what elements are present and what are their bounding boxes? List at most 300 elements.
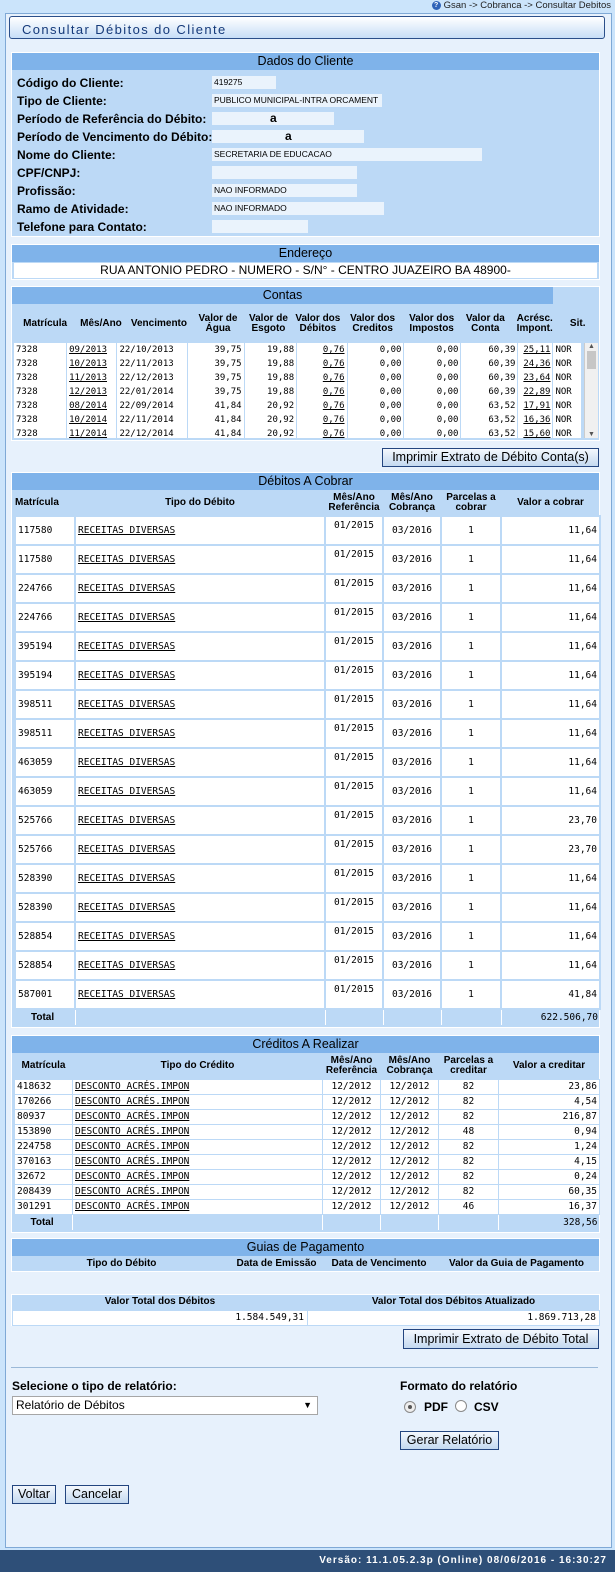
table-row (15, 1199, 600, 1214)
creditos-title: Créditos A Realizar (12, 1036, 599, 1053)
debitos-cell: 1 (441, 748, 501, 777)
label-nome: Nome do Cliente: (17, 148, 116, 162)
debitos-cell: 528390 (15, 893, 75, 922)
debitos-title: Débitos A Cobrar (12, 473, 599, 490)
total-atualizado-value: 1.869.713,28 (308, 1310, 600, 1325)
contas-cell: 39,75 (187, 385, 244, 399)
creditos-cell: 12/2012 (381, 1109, 439, 1124)
contas-cell: 0,00 (347, 385, 404, 399)
creditos-cell: 224758 (15, 1139, 73, 1154)
contas-cell[interactable]: 0,76 (297, 427, 347, 438)
contas-cell: 60,39 (461, 371, 518, 385)
contas-scroll-area[interactable] (14, 343, 598, 438)
creditos-cell: 12/2012 (323, 1109, 381, 1124)
contas-cell: 0,00 (404, 413, 461, 427)
contas-cell[interactable]: 0,76 (297, 413, 347, 427)
contas-cell: 19,88 (244, 357, 297, 371)
guias-header-cell: Data de Vencimento (331, 1257, 427, 1269)
creditos-total-row (15, 1214, 600, 1230)
creditos-cell: 216,87 (499, 1109, 600, 1124)
contas-cell: 19,88 (244, 385, 297, 399)
label-ramo: Ramo de Atividade: (17, 202, 129, 216)
scroll-down-icon[interactable]: ▼ (588, 431, 595, 438)
creditos-cell: 12/2012 (381, 1094, 439, 1109)
debitos-cell: 1 (441, 893, 501, 922)
footer-version: Versão: 11.1.05.2.3p (Online) 08/06/2016 - 16:30:27 (0, 1550, 615, 1572)
contas-cell: 0,00 (404, 371, 461, 385)
creditos-cell[interactable]: DESCONTO ACRÉS.IMPON (73, 1199, 323, 1214)
debitos-total-spacer (383, 1009, 441, 1025)
contas-cell: 60,39 (461, 343, 518, 357)
totais-panel (11, 1294, 600, 1326)
contas-cell[interactable]: 0,76 (297, 371, 347, 385)
contas-cell[interactable]: 24,36 (518, 357, 553, 371)
contas-cell[interactable]: 16,36 (518, 413, 553, 427)
debitos-cell: 224766 (15, 574, 75, 603)
debitos-cell: 11,64 (501, 603, 600, 632)
debitos-cell: 1 (441, 864, 501, 893)
report-type-select[interactable] (12, 1396, 318, 1415)
total-value: 1.584.549,31 (13, 1310, 308, 1325)
creditos-cell[interactable]: DESCONTO ACRÉS.IMPON (73, 1079, 323, 1094)
label-profissao: Profissão: (17, 184, 76, 198)
debitos-cell: 03/2016 (383, 835, 441, 864)
label-periodo-ref: Período de Referência do Débito: (17, 112, 207, 126)
help-icon[interactable]: ? (432, 1, 441, 10)
debitos-cell: 1 (441, 980, 501, 1009)
contas-cell: NOR (553, 371, 582, 385)
contas-cell[interactable]: 23,64 (518, 371, 553, 385)
contas-cell: 60,39 (461, 357, 518, 371)
table-row (15, 545, 600, 574)
contas-cell: 41,84 (187, 399, 244, 413)
label-telefone: Telefone para Contato: (17, 220, 147, 234)
page-title: Consultar Débitos do Cliente (9, 16, 605, 39)
debitos-cell: 117580 (15, 545, 75, 574)
table-row (15, 777, 600, 806)
creditos-cell: 170266 (15, 1094, 73, 1109)
creditos-total-label: Total (30, 1216, 54, 1228)
debitos-cell: 1 (441, 574, 501, 603)
total-label: Valor Total dos Débitos (104, 1296, 216, 1308)
contas-table (14, 343, 582, 438)
scroll-thumb[interactable] (587, 351, 596, 369)
table-row (15, 864, 600, 893)
creditos-cell: 48 (439, 1124, 499, 1139)
creditos-cell: 82 (439, 1109, 499, 1124)
debitos-cell: 01/2015 (325, 864, 383, 893)
debitos-cell: 528390 (15, 864, 75, 893)
contas-cell: 39,75 (187, 371, 244, 385)
debitos-cell[interactable]: RECEITAS DIVERSAS (75, 748, 325, 777)
address-title: Endereço (12, 245, 599, 262)
creditos-cell: 12/2012 (381, 1199, 439, 1214)
totais-table (12, 1295, 600, 1326)
creditos-cell: 60,35 (499, 1184, 600, 1199)
creditos-header-cell: Valor a creditar (512, 1059, 586, 1071)
creditos-cell: 32672 (15, 1169, 73, 1184)
debitos-cell[interactable]: RECEITAS DIVERSAS (75, 864, 325, 893)
debitos-total-spacer (325, 1009, 383, 1025)
creditos-cell[interactable]: DESCONTO ACRÉS.IMPON (73, 1169, 323, 1184)
contas-cell: 0,00 (347, 399, 404, 413)
creditos-cell: 208439 (15, 1184, 73, 1199)
creditos-cell: 12/2012 (381, 1169, 439, 1184)
contas-header-cell: Mês/Ano (80, 318, 122, 329)
debitos-cell: 03/2016 (383, 574, 441, 603)
contas-cell: 22/01/2014 (117, 385, 187, 399)
creditos-cell: 418632 (15, 1079, 73, 1094)
contas-cell[interactable]: 0,76 (297, 357, 347, 371)
table-row (14, 413, 582, 427)
table-row (14, 385, 582, 399)
address-value: RUA ANTONIO PEDRO - NUMERO - S/N° - CENTRO JUAZEIRO BA 48900- (14, 263, 597, 278)
contas-cell: 0,00 (347, 427, 404, 438)
table-row (15, 1079, 600, 1094)
csv-radio[interactable] (455, 1400, 467, 1412)
debitos-cell[interactable]: RECEITAS DIVERSAS (75, 806, 325, 835)
contas-cell[interactable]: 22,89 (518, 385, 553, 399)
label-tipo: Tipo de Cliente: (17, 94, 107, 108)
debitos-cell: 1 (441, 632, 501, 661)
debitos-header-cell: Matrícula (15, 496, 59, 508)
creditos-cell: 301291 (15, 1199, 73, 1214)
table-row (15, 690, 600, 719)
table-row (15, 1109, 600, 1124)
debitos-cell: 395194 (15, 661, 75, 690)
creditos-cell: 12/2012 (381, 1139, 439, 1154)
debitos-cell: 117580 (15, 516, 75, 545)
creditos-cell[interactable]: DESCONTO ACRÉS.IMPON (73, 1124, 323, 1139)
debitos-cell: 03/2016 (383, 690, 441, 719)
dropdown-arrow-icon: ▼ (303, 1400, 312, 1410)
contas-cell[interactable]: 10/2014 (67, 413, 117, 427)
debitos-cell[interactable]: RECEITAS DIVERSAS (75, 893, 325, 922)
contas-cell[interactable]: 11/2014 (67, 427, 117, 438)
creditos-cell: 82 (439, 1094, 499, 1109)
contas-cell: 39,75 (187, 357, 244, 371)
debitos-cell: 03/2016 (383, 806, 441, 835)
table-row (15, 748, 600, 777)
contas-cell: NOR (553, 399, 582, 413)
report-format-label: Formato do relatório (400, 1379, 518, 1393)
creditos-cell[interactable]: DESCONTO ACRÉS.IMPON (73, 1154, 323, 1169)
debitos-cell: 11,64 (501, 748, 600, 777)
creditos-cell: 4,54 (499, 1094, 600, 1109)
table-row (15, 603, 600, 632)
debitos-cell: 01/2015 (325, 835, 383, 864)
debitos-cell[interactable]: RECEITAS DIVERSAS (75, 690, 325, 719)
debitos-cell: 1 (441, 690, 501, 719)
creditos-cell: 4,15 (499, 1154, 600, 1169)
contas-cell[interactable]: 17,91 (518, 399, 553, 413)
codigo-field: 419275 (212, 76, 276, 89)
debitos-cell: 398511 (15, 719, 75, 748)
creditos-cell: 82 (439, 1169, 499, 1184)
debitos-cell: 01/2015 (325, 574, 383, 603)
contas-cell: NOR (553, 427, 582, 438)
table-row (15, 1154, 600, 1169)
table-row (14, 371, 582, 385)
contas-cell: 19,88 (244, 371, 297, 385)
pdf-radio[interactable] (404, 1401, 416, 1413)
contas-cell[interactable]: 12/2013 (67, 385, 117, 399)
contas-cell[interactable]: 08/2014 (67, 399, 117, 413)
debitos-cell: 11,64 (501, 545, 600, 574)
debitos-total-label: Total (31, 1012, 55, 1023)
contas-header-cell: Vencimento (130, 318, 187, 329)
debitos-cell: 1 (441, 719, 501, 748)
creditos-cell: 12/2012 (323, 1094, 381, 1109)
debitos-cell: 11,64 (501, 632, 600, 661)
breadcrumb-text: Gsan -> Cobranca -> Consultar Debitos (443, 0, 611, 11)
contas-cell: 7328 (14, 427, 67, 438)
creditos-cell: 46 (439, 1199, 499, 1214)
debitos-cell: 11,64 (501, 690, 600, 719)
creditos-cell[interactable]: DESCONTO ACRÉS.IMPON (73, 1139, 323, 1154)
creditos-total-spacer (323, 1214, 381, 1230)
creditos-cell: 82 (439, 1139, 499, 1154)
debitos-cell: 1 (441, 835, 501, 864)
debitos-cell[interactable]: RECEITAS DIVERSAS (75, 516, 325, 545)
contas-cell[interactable]: 0,76 (297, 399, 347, 413)
contas-cell: 0,00 (404, 427, 461, 438)
contas-cell: 7328 (14, 399, 67, 413)
debitos-cell: 03/2016 (383, 661, 441, 690)
contas-panel (11, 286, 600, 441)
guias-title: Guias de Pagamento (12, 1239, 599, 1256)
debitos-cell: 03/2016 (383, 980, 441, 1009)
debitos-panel (11, 472, 600, 1028)
creditos-cell: 153890 (15, 1124, 73, 1139)
creditos-cell: 12/2012 (323, 1199, 381, 1214)
contas-cell: 22/11/2014 (117, 413, 187, 427)
debitos-cell[interactable]: RECEITAS DIVERSAS (75, 574, 325, 603)
contas-cell[interactable]: 15,60 (518, 427, 553, 438)
cancelar-button[interactable]: Cancelar (65, 1485, 129, 1504)
creditos-cell: 82 (439, 1154, 499, 1169)
guias-header-cell: Tipo do Débito (86, 1257, 157, 1269)
table-row (15, 980, 600, 1009)
profissao-field: NAO INFORMADO (212, 184, 357, 197)
address-panel (11, 244, 600, 280)
debitos-cell: 01/2015 (325, 632, 383, 661)
contas-cell: 0,00 (404, 399, 461, 413)
debitos-cell: 01/2015 (325, 661, 383, 690)
table-row (15, 922, 600, 951)
pdf-label: PDF (424, 1400, 448, 1414)
debitos-total-spacer (75, 1009, 325, 1025)
debitos-cell: 11,64 (501, 661, 600, 690)
contas-cell: 0,00 (347, 343, 404, 357)
debitos-cell: 1 (441, 922, 501, 951)
debitos-cell: 01/2015 (325, 603, 383, 632)
contas-header-cell: Valor dos Débitos (295, 313, 341, 334)
total-atualizado-label: Valor Total dos Débitos Atualizado (371, 1296, 536, 1308)
creditos-cell: 0,24 (499, 1169, 600, 1184)
creditos-cell[interactable]: DESCONTO ACRÉS.IMPON (73, 1109, 323, 1124)
debitos-cell: 01/2015 (325, 806, 383, 835)
table-row (15, 806, 600, 835)
contas-cell: 20,92 (244, 413, 297, 427)
debitos-cell: 01/2015 (325, 748, 383, 777)
contas-header-cell: Valor dos Impostos (409, 313, 455, 334)
contas-header-cell: Valor da Conta (465, 313, 505, 334)
debitos-cell: 1 (441, 516, 501, 545)
debitos-cell: 23,70 (501, 806, 600, 835)
contas-header-table (14, 307, 596, 341)
debitos-cell: 224766 (15, 603, 75, 632)
table-row (15, 661, 600, 690)
contas-cell[interactable]: 0,76 (297, 343, 347, 357)
debitos-cell: 11,64 (501, 516, 600, 545)
table-row (15, 719, 600, 748)
debitos-cell: 23,70 (501, 835, 600, 864)
debitos-cell: 01/2015 (325, 893, 383, 922)
guias-header-cell: Valor da Guia de Pagamento (448, 1257, 585, 1269)
contas-cell: 63,52 (461, 413, 518, 427)
debitos-cell[interactable]: RECEITAS DIVERSAS (75, 922, 325, 951)
guias-header-cell: Data de Emissão (236, 1257, 317, 1269)
creditos-cell: 12/2012 (381, 1184, 439, 1199)
contas-cell: 7328 (14, 385, 67, 399)
table-row (15, 835, 600, 864)
voltar-button[interactable]: Voltar (12, 1485, 56, 1504)
contas-cell: 22/12/2014 (117, 427, 187, 438)
debitos-cell: 01/2015 (325, 545, 383, 574)
contas-header-cell: Valor de Água (198, 313, 238, 334)
debitos-cell: 1 (441, 661, 501, 690)
contas-cell: 7328 (14, 357, 67, 371)
contas-cell[interactable]: 11/2013 (67, 371, 117, 385)
contas-cell: 19,88 (244, 343, 297, 357)
table-row (15, 1139, 600, 1154)
table-row (15, 893, 600, 922)
contas-cell: 0,00 (347, 357, 404, 371)
table-row (15, 1184, 600, 1199)
contas-cell: 7328 (14, 413, 67, 427)
table-row (15, 1094, 600, 1109)
debitos-cell[interactable]: RECEITAS DIVERSAS (75, 951, 325, 980)
contas-cell: 63,52 (461, 399, 518, 413)
debitos-cell: 03/2016 (383, 777, 441, 806)
creditos-cell: 370163 (15, 1154, 73, 1169)
creditos-total-value: 328,56 (499, 1214, 600, 1230)
debitos-cell: 587001 (15, 980, 75, 1009)
table-row (15, 1124, 600, 1139)
debitos-cell[interactable]: RECEITAS DIVERSAS (75, 632, 325, 661)
debitos-cell: 11,64 (501, 951, 600, 980)
contas-scrollbar[interactable] (584, 343, 598, 438)
table-row (15, 516, 600, 545)
debitos-cell[interactable]: RECEITAS DIVERSAS (75, 980, 325, 1009)
contas-header-cell: Valor dos Creditos (350, 313, 396, 334)
creditos-cell: 23,86 (499, 1079, 600, 1094)
debitos-cell[interactable]: RECEITAS DIVERSAS (75, 603, 325, 632)
contas-cell: 41,84 (187, 427, 244, 438)
creditos-cell: 12/2012 (381, 1079, 439, 1094)
debitos-cell: 03/2016 (383, 719, 441, 748)
debitos-cell: 03/2016 (383, 922, 441, 951)
print-contas-button[interactable]: Imprimir Extrato de Débito Conta(s) (382, 448, 599, 467)
debitos-cell: 03/2016 (383, 516, 441, 545)
report-type-label: Selecione o tipo de relatório: (12, 1379, 177, 1393)
contas-cell: 0,00 (404, 343, 461, 357)
creditos-cell[interactable]: DESCONTO ACRÉS.IMPON (73, 1094, 323, 1109)
contas-cell[interactable]: 10/2013 (67, 357, 117, 371)
table-row (14, 427, 582, 438)
contas-cell: 0,00 (404, 357, 461, 371)
debitos-cell: 525766 (15, 806, 75, 835)
creditos-table (14, 1053, 600, 1230)
contas-cell: 0,00 (347, 413, 404, 427)
creditos-panel (11, 1035, 600, 1233)
debitos-cell: 525766 (15, 835, 75, 864)
contas-cell[interactable]: 09/2013 (67, 343, 117, 357)
debitos-cell: 01/2015 (325, 690, 383, 719)
report-type-value: Relatório de Débitos (16, 1398, 125, 1412)
contas-cell: 20,92 (244, 399, 297, 413)
table-row (15, 951, 600, 980)
creditos-cell: 12/2012 (323, 1184, 381, 1199)
breadcrumb (432, 0, 611, 11)
debitos-cell[interactable]: RECEITAS DIVERSAS (75, 661, 325, 690)
contas-cell[interactable]: 25,11 (518, 343, 553, 357)
debitos-cell: 03/2016 (383, 632, 441, 661)
debitos-cell: 03/2016 (383, 545, 441, 574)
contas-cell[interactable]: 0,76 (297, 385, 347, 399)
debitos-cell: 11,64 (501, 719, 600, 748)
debitos-header-cell: Tipo do Débito (165, 496, 235, 508)
contas-cell: NOR (553, 343, 582, 357)
contas-cell: 22/12/2013 (117, 371, 187, 385)
scroll-up-icon[interactable]: ▲ (588, 343, 595, 350)
debitos-cell[interactable]: RECEITAS DIVERSAS (75, 777, 325, 806)
creditos-cell[interactable]: DESCONTO ACRÉS.IMPON (73, 1184, 323, 1199)
debitos-cell: 528854 (15, 951, 75, 980)
creditos-total-spacer (439, 1214, 499, 1230)
creditos-header-cell: Mês/Ano Referência (325, 1054, 378, 1076)
contas-cell: 22/09/2014 (117, 399, 187, 413)
contas-header-cell: Sit. (569, 318, 586, 329)
creditos-cell: 80937 (15, 1109, 73, 1124)
contas-cell: 7328 (14, 371, 67, 385)
print-total-button[interactable]: Imprimir Extrato de Débito Total (403, 1329, 599, 1349)
debitos-cell: 1 (441, 603, 501, 632)
creditos-cell: 12/2012 (323, 1169, 381, 1184)
contas-header-cell: Matrícula (23, 318, 68, 329)
table-row (14, 399, 582, 413)
creditos-cell: 0,94 (499, 1124, 600, 1139)
debitos-cell: 395194 (15, 632, 75, 661)
gerar-relatorio-button[interactable]: Gerar Relatório (400, 1431, 499, 1450)
table-row (14, 343, 582, 357)
debitos-cell[interactable]: RECEITAS DIVERSAS (75, 545, 325, 574)
cpf-field (212, 166, 357, 179)
creditos-header-cell: Matrícula (21, 1059, 66, 1071)
debitos-cell: 11,64 (501, 922, 600, 951)
creditos-cell: 16,37 (499, 1199, 600, 1214)
contas-cell: 22/10/2013 (117, 343, 187, 357)
nome-field: SECRETARIA DE EDUCACAO (212, 148, 482, 161)
debitos-cell[interactable]: RECEITAS DIVERSAS (75, 835, 325, 864)
debitos-cell[interactable]: RECEITAS DIVERSAS (75, 719, 325, 748)
creditos-cell: 12/2012 (323, 1124, 381, 1139)
debitos-cell: 1 (441, 777, 501, 806)
label-codigo: Código do Cliente: (17, 76, 124, 90)
guias-table (14, 1256, 599, 1271)
pdf-radio-dot (408, 1405, 412, 1409)
